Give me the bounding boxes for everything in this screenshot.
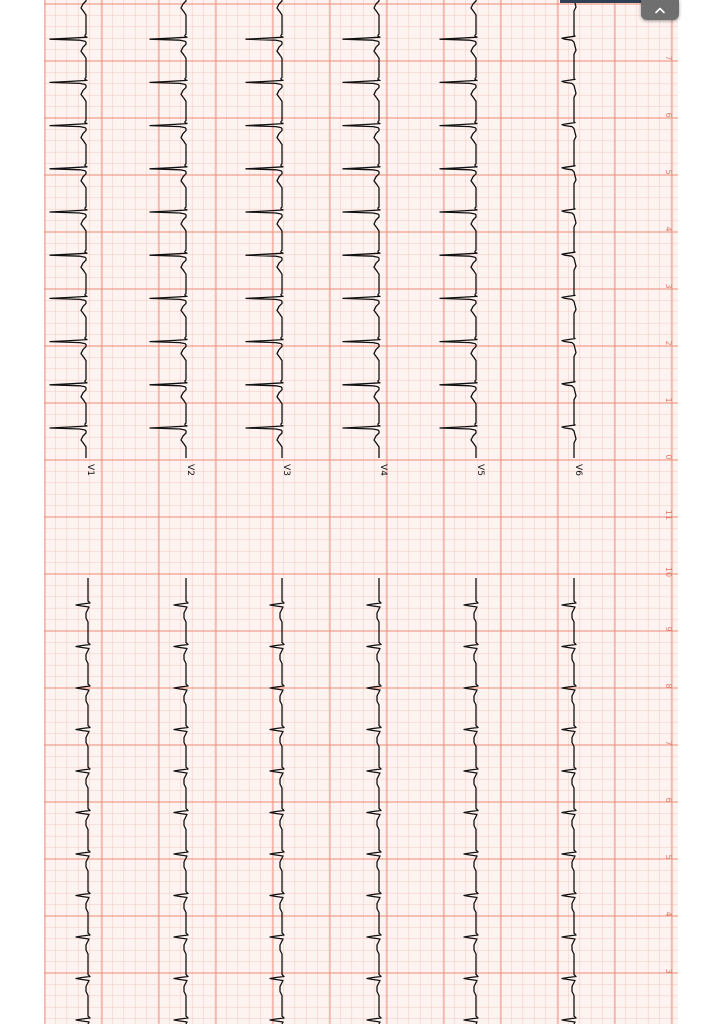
header-strip [560,0,642,3]
ecg-paper [44,0,678,1024]
ecg-trace-v2 [150,0,187,458]
time-tick-upper: 5 [664,169,673,175]
time-tick-lower: 4 [664,911,673,917]
lead-label: V6 [573,464,583,476]
ecg-trace-v3 [246,0,283,458]
ecg-trace-v6 [562,0,576,458]
lead-label: V5 [475,464,485,476]
time-tick-upper: 2 [664,340,673,346]
lead-label: V4 [378,464,388,476]
time-tick-lower: 7 [664,740,673,746]
time-tick-lower: 6 [664,797,673,803]
time-tick-upper: 4 [664,226,673,232]
ecg-rhythm-trace-4 [367,578,381,1024]
time-tick-lower: 8 [664,683,673,689]
time-tick-upper: 6 [664,112,673,118]
time-tick-lower: 3 [664,968,673,974]
lead-label: V2 [185,464,195,476]
ecg-rhythm-trace-6 [562,578,576,1024]
collapse-button[interactable] [641,0,679,20]
time-tick-lower: 10 [664,566,673,578]
time-tick-upper: 1 [664,397,673,403]
ecg-plot [44,0,678,1024]
time-tick-lower: 5 [664,854,673,860]
ecg-trace-v5 [440,0,477,458]
lead-label: V1 [85,464,95,476]
time-tick-lower: 9 [664,626,673,632]
time-tick-upper: 3 [664,283,673,289]
ecg-rhythm-trace-5 [464,578,478,1024]
chevron-up-icon [654,6,666,14]
grid-minor [44,0,678,1024]
time-tick-upper: 0 [664,454,673,460]
lead-labels [85,464,583,476]
lead-label: V3 [281,464,291,476]
time-tick-upper: 7 [664,55,673,61]
time-tick-lower: 11 [664,509,673,521]
